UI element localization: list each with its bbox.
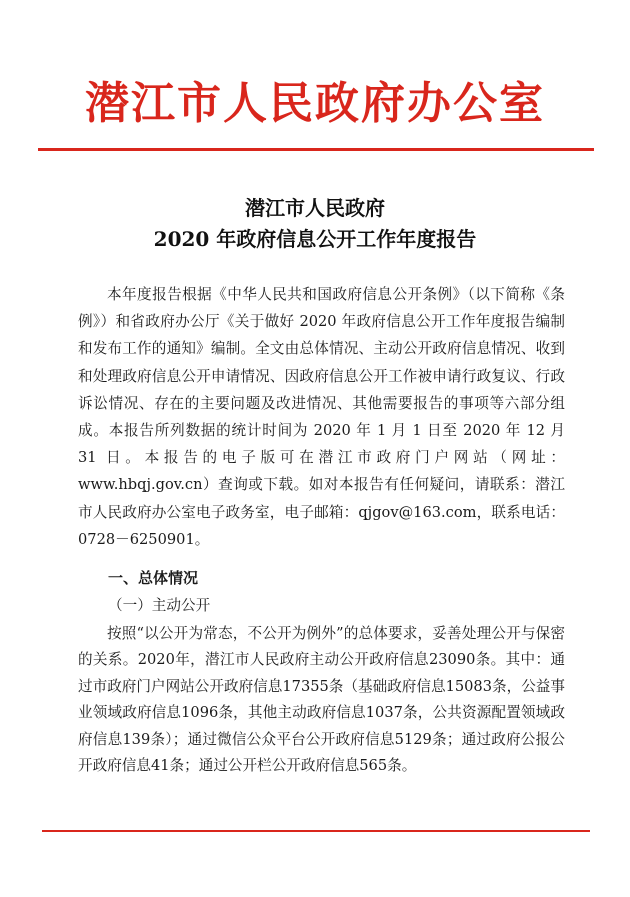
masthead-red-rule	[38, 148, 594, 151]
masthead-title: 潜江市人民政府办公室	[85, 78, 545, 129]
footer-red-rule	[42, 830, 590, 832]
report-title-line2: 2020 年政府信息公开工作年度报告	[153, 227, 477, 251]
report-title-line1: 潜江市人民政府	[245, 196, 385, 220]
section-heading-overall: 一、总体情况	[108, 569, 199, 587]
active-disclosure-paragraph: 按照“以公开为常态，不公开为例外”的总体要求，妥善处理公开与保密的关系。2020年，潜江市人民政府主动公开政府信息23090条。其中：通过市政府门户网站公开政府信息17355条（基础政府信息15083条，公益事业领域政府信息1096条，其他主动政府信息1037条，公共资源配置领域政府信息139条）；通过微信公众平台公开政府信息5129条；通过政府公报公开政府信息41条；通过公开栏公开政府信息565条。	[78, 625, 565, 775]
intro-paragraph: 本年度报告根据《中华人民共和国政府信息公开条例》（以下简称《条例》）和省政府办公厅《关于做好 2020 年政府信息公开工作年度报告编制和发布工作的通知》编制。全文由总体情况、主动公开政府信息情况、收到和处理政府信息公开申请情况、因政府信息公开工作被申请行政复议、行政诉讼情况、存在的主要问题及改进情况、其他需要报告的事项等六部分组成。本报告所列数据的统计时间为 2020 年 1 月 1 日至 2020 年 12 月 31 日。本报告的电子版可在潜江市政府门户网站（网址：www.hbqj.gov.cn）查询或下载。如对本报告有任何疑问，请联系：潜江市人民政府办公室电子政务室，电子邮箱：qjgov@163.com，联系电话：0728－6250901。	[78, 286, 565, 548]
subsection-heading-active-disclosure: （一）主动公开	[108, 597, 211, 614]
